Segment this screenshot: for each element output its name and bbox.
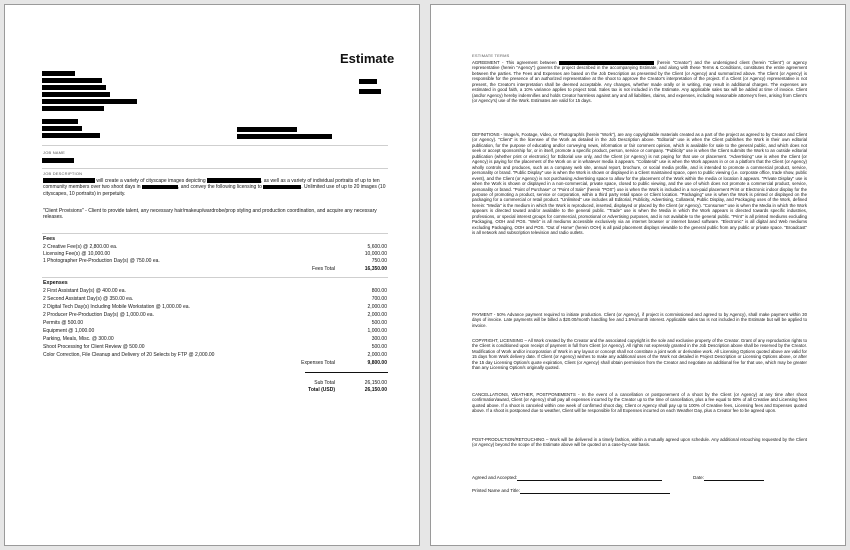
redacted-block	[237, 134, 332, 139]
client-provisions: "Client Provisions" - Client to provide talent, any necessary hair/makeup/wardrobe/prop styling and production coordination, and acquire any necessary releases.	[43, 208, 377, 221]
redacted-block	[42, 78, 102, 83]
redacted-block	[359, 89, 381, 94]
expense-row: 2 First Assistant Day(s) @ 400.00 ea. 800.00	[43, 288, 387, 294]
expenses-heading: Expenses	[43, 280, 68, 286]
copyright-paragraph: COPYRIGHT, LICENSING – All Work created by the Creator and the associated copyright is the sole and exclusive property of the Creator. Grant of any reproduction rights to the Client is conditioned upon receipt of payment in full from Client (or Agency). All rights not expressly granted in the Job Description above shall be reserved by the Creator. Modification of Work and/or incorporation of Work in any layout or concept shall not constitute a joint work or derivative work. All Licensing Options quoted above are valid for 15 days from Work delivery date. If Client (or Agency) wishes to make any additional uses of the Work not detailed in Project Description or Licensing Options above, or after the 15 day Licensing Option/s quote expiration, Client (or Agency) shall obtain permission from the Creator and negotiate an additional fee for that use, which may be greater than any Licensing Option/s originally quoted.	[472, 338, 807, 371]
redacted-inline	[43, 178, 95, 183]
job-description: will create a variety of cityscape images depicting , as well as a variety of individual portraits of up to ten community members over two shoot days in , and convey the following licensing to . Unlimited use of up to 20 images (10 cityscapes, 10 portraits) in perpetuity.	[43, 178, 386, 197]
redacted-block	[237, 127, 297, 132]
payment-paragraph: PAYMENT - 50% Advance payment required to initiate production. Client (or Agency), if project is commissioned and agreed to by Agency), shall make payment within 30 days of invoice. Late payments will be billed a $20.00/month handling fee and 1.5%/month interest. Applicable sales tax is not included in the Estimate but will be applied to invoice.	[472, 312, 807, 328]
fees-total: Fees Total 16,350.00	[312, 266, 387, 272]
redacted-block	[42, 71, 75, 76]
redacted-block	[42, 133, 100, 138]
expense-row: Parking, Meals, Misc. @ 300.00 300.00	[43, 336, 387, 342]
signature-field[interactable]	[517, 476, 662, 481]
estimate-page	[4, 4, 420, 546]
expense-row: 2 Producer Pre-Production Day(s) @ 1,000.00 ea. 2,000.00	[43, 312, 387, 318]
terms-heading: ESTIMATE TERMS	[472, 53, 510, 58]
printed-name-field[interactable]	[520, 489, 670, 494]
expense-row: Shoot Processing for Client Review @ 500.00 500.00	[43, 344, 387, 350]
job-description-label: JOB DESCRIPTION	[43, 171, 83, 176]
divider	[42, 233, 388, 234]
redacted-block	[42, 85, 106, 90]
fee-row: Licensing Fee(s) @ 10,000.00 10,000.00	[43, 251, 387, 257]
postproduction-paragraph: POST-PRODUCTION/RETOUCHING – Work will be delivered in a timely fashion, within a mutually agreed upon schedule. Any additional retouching requested by the Client (or Agency) beyond the scope of the Estimate above will be quoted on a case-by-case basis.	[472, 437, 807, 448]
redacted-block	[42, 106, 104, 111]
printed-name-line: Printed Name and Title:	[472, 488, 670, 494]
redacted-block	[42, 126, 82, 131]
fee-row: 1 Photographer Pre-Production Day(s) @ 750.00 ea. 750.00	[43, 258, 387, 264]
cancellations-paragraph: CANCELLATIONS, WEATHER, POSTPONEMENTS - In the event of a cancellation or postponement of a shoot by the Client (or Agency) at any time after shoot confirmation/award, Client (or Agency) shall pay all expenses incurred by the Creator up to the time of cancellation, plus a fee equal to 50% of all Creative and Licensing fees quoted above. If a shoot is canceled within one week of confirmed shoot day, Client or Agency shall pay up to 100% of Creative fees, Licensing fees and Expenses quoted above. If a shoot is postponed due to weather, Client will be responsible for all Expenses incurred on each Weather Day, plus a Creator fee to be agreed upon.	[472, 392, 807, 414]
expense-row: 2 Second Assistant Day(s) @ 350.00 ea. 700.00	[43, 296, 387, 302]
totals-rule	[305, 372, 388, 373]
date-field[interactable]	[704, 476, 764, 481]
redacted-inline	[263, 185, 301, 190]
estimate-terms-page	[430, 4, 846, 546]
fee-row: 2 Creative Fee(s) @ 2,800.00 ea. 5,600.00	[43, 244, 387, 250]
redacted-job-name	[42, 158, 74, 163]
expense-row: Permits @ 500.00 500.00	[43, 320, 387, 326]
definitions-paragraph: DEFINITIONS - Image/s, Footage, Video, or Photograph/s (herein "Work"), are any copyrightable materials created as a part of the project as agreed to by Creator and Client (or Agency). "Client" is the licensee of the Work as detailed in the Job Description above. "Editorial" use is when the Client publishes the Work in their own editorial publication, for the purpose of educating and/or conveying news, information or fair comment opinion, which is available for sale to the general public, and which does not seek or accept sponsorship for, or in itself, promote a specific product, person, service or company. "Publicity" use is when the Client submits the Work to an outside editorial publication (whether print or electronic) for Editorial use only, and the Client (or Agency) is not paying for that use or placement. "Advertising" use is when the Client (or Agency) is paying for the placement of the Work on or in whatever media it appears. "Collateral" use is when the Work appears in or on a platform that the Client (or Agency) wholly controls and produces, such as a company web site, annual report, brochure, or social media profile, and is intended to promote a commercial product, service, personality or brand. "Public Display" use is when the Work is shown or displayed in a Client maintained space, open to public viewing (i.e. corporate office, trade show, public event), and the Client (or Agency) is not purchasing Advertising space to allow for the placement of the Work within the media or location it appears. "Private Display" use is when the Work is shown or displayed in a non-commercial, private space, closed to public viewing, and the use of which does not promote a commercial product, service, personality or brand. "Point of Purchase" or "Point of Sale" (herein "POS") use is when the Work is included in a non-paid placement Print or Electronic indoor display for the purpose of promoting a product, service or corporation, within a third party retail space or Client location. "Packaging" use is when the Work is printed or displayed on the packaging for a commercial or retail product. "Unlimited" use includes all Editorial, Publicity, Advertising, Collateral, Public Display, and Packaging uses of the Work, defined herein: "Media" is the medium in which the Work is reproduced, inserted, displayed or placed by the Client (or Agency). "Consumer" use is when the Media in which the Work appears is directed toward and/or available to the general public. "Trade" use is when the Media in which the Work appears is directed towards specific industries, professions, or special interest groups for commercial, promotional or Advertising purposes, and is not available to the general public. "Print" is all printed mediums excluding Packaging, OOH and POS. "Web" is all mediums accessible exclusively via an internet browser or internet based software. "Electronic" is all digital and Web mediums excluding Packaging, OOH and POS. "Out of Home" (herein OOH) is all paid placement displays viewable to the general public from any public or private space. "Broadcast" is all network and subscription television and radio outlets.	[472, 132, 807, 236]
redacted-inline	[142, 185, 178, 190]
expense-row: 2 Digital Tech Day(s) Including Mobile Workstation @ 1,000.00 ea. 2,000.00	[43, 304, 387, 310]
redacted-inline	[559, 61, 654, 66]
estimate-title: Estimate	[340, 51, 395, 66]
expenses-total: Expenses Total 9,800.00	[301, 360, 387, 366]
redacted-block	[42, 99, 137, 104]
divider	[42, 277, 388, 278]
fees-heading: Fees	[43, 236, 56, 242]
agreed-accepted-line: Agreed and Accepted:	[472, 475, 662, 481]
divider	[42, 168, 388, 169]
expense-row: Color Correction, File Cleanup and Delivery of 20 Selects by FTP @ 2,000.00 2,000.00	[43, 352, 387, 358]
agreement-paragraph: AGREEMENT - This agreement between (herein "Creator") and the undersigned client (herein "Client") or agency representative (herein "Agency") governs the project described in the accompanying Estimate, and along with these Terms & Conditions, constitutes the entire agreement between the parties. The Fees and Expenses are based on the Job Description as presented by the Client (or Agency) and summarized above. The Client (or Agency) is responsible for the presence of an authorized representative at the shoot to approve the Creator's interpretation of the project. If a Client (or Agency) representative is not present, the Creator's interpretation shall be deemed acceptable. Any changes, whether made orally or in writing, may result in additional charges. The expenses are estimated in good faith, a 10% variance applies to project total. Sales tax is not included in the Estimate. Any applicable sales tax will be added at time of invoice. Client (and/or Agency) hereby indemnifies and holds Creator harmless against any and all liabilities, claims, and expenses, including reasonable attorney's fees, arising from Client's (or Agency's) use of the Work. Estimates are valid for 15 days.	[472, 60, 808, 104]
grand-total: Total (USD) 26,150.00	[308, 387, 387, 393]
redacted-inline	[207, 178, 261, 183]
job-name-label: JOB NAME	[43, 150, 66, 155]
redacted-block	[42, 119, 78, 124]
divider	[42, 145, 388, 146]
redacted-block	[42, 92, 110, 97]
sub-total: Sub Total 26,150.00	[314, 380, 387, 386]
expense-row: Equipment @ 1,000.00 1,000.00	[43, 328, 387, 334]
redacted-block	[359, 79, 377, 84]
date-line: Date:	[693, 475, 764, 481]
